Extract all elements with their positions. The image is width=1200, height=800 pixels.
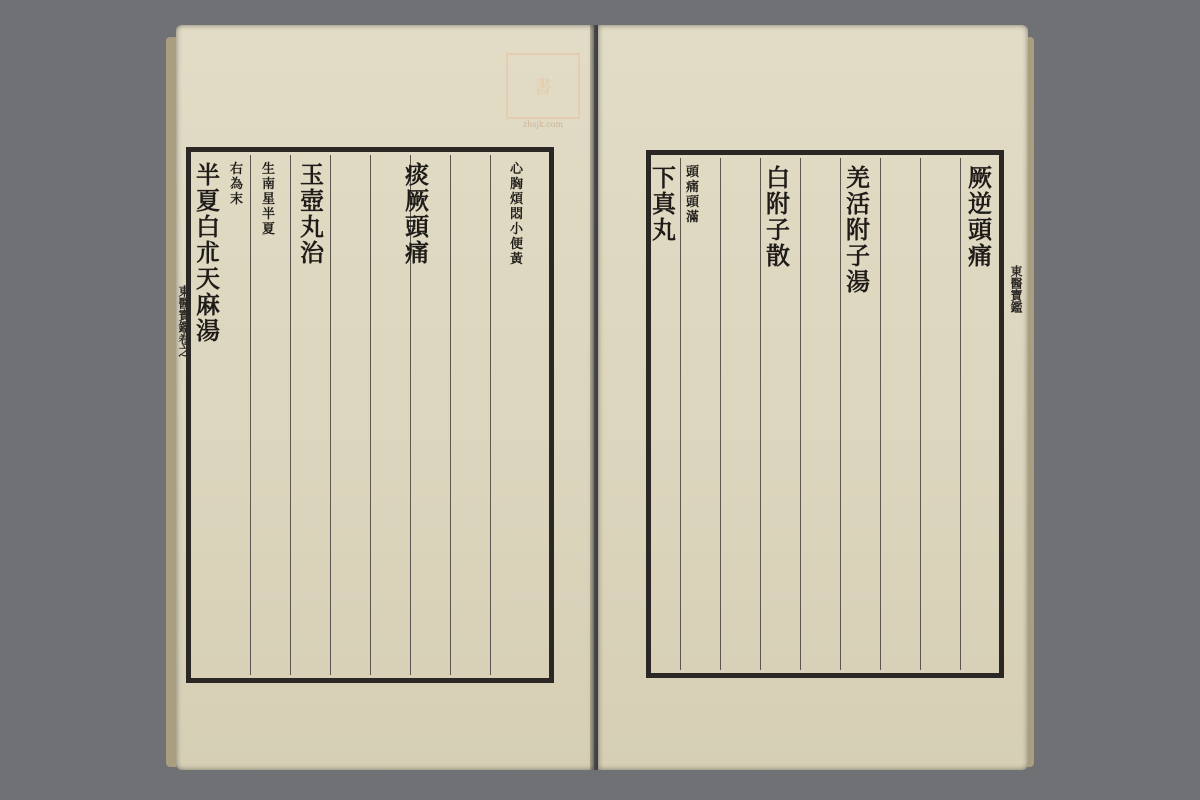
left-column-6: 半 夏 白 朮 天 麻 湯: [196, 160, 220, 345]
right-page: [598, 25, 1028, 770]
right-column-2: 羌 活 附 子 湯: [846, 163, 870, 296]
left-page: [176, 25, 594, 770]
left-column-1: 痰 厥 頭 痛: [405, 160, 429, 267]
open-book: [172, 25, 1032, 777]
right-text-frame: [646, 150, 1004, 678]
right-column-5: 頭 痛 頭 滿: [686, 165, 700, 225]
watermark-stamp: 書 zhsjk.com: [506, 53, 580, 119]
right-column-1: 厥 逆 頭 痛: [968, 163, 992, 270]
left-page-edge: [166, 37, 176, 767]
left-text-frame: [186, 147, 554, 683]
right-column-4: 下 真 丸: [652, 163, 676, 244]
left-column-3: 玉 壺 丸 治: [300, 160, 324, 267]
left-column-2: 心 胸 煩 悶 小 便 黃: [510, 162, 524, 267]
left-column-4: 生 南 星 半 夏: [262, 162, 276, 237]
left-margin-text: 東醫寶鑑卷之: [177, 285, 191, 357]
right-margin-text: 東醫寶鑑: [1009, 265, 1023, 313]
right-column-3: 白 附 子 散: [766, 163, 790, 270]
left-column-5: 右 為 末: [230, 162, 244, 207]
